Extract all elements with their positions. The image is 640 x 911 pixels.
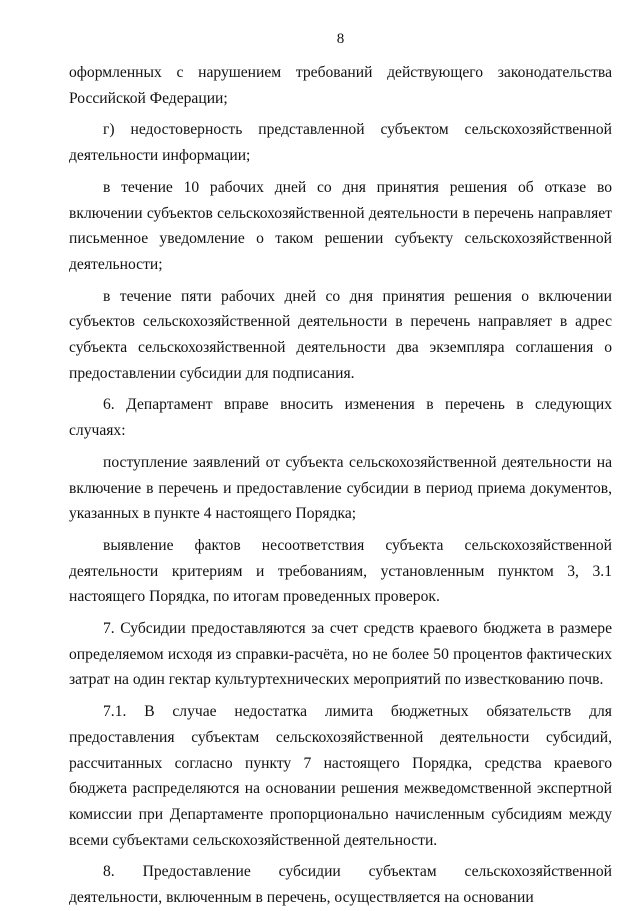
paragraph-section-6: 6. Департамент вправе вносить изменения в перечень в следующих случаях:	[69, 396, 612, 440]
paragraph-inclusion-notice: в течение пяти рабочих дней со дня принятия решения о включении субъектов сельскохозяйственной деятельности в перечень направляет в адрес субъекта сельскохозяйственной деятельности два экземпляра соглашения о предоставлении субсидии для подписания.	[69, 287, 612, 382]
page-number: 8	[336, 31, 345, 47]
paragraph-section-8: 8. Предоставление субсидии субъектам сельскохозяйственной деятельности, включенным в перечень, осуществляется на основании	[69, 863, 612, 907]
paragraph-continuation: оформленных с нарушением требований действующего законодательства Российской Федерации;	[69, 64, 612, 107]
paragraph-section-7-1: 7.1. В случае недостатка лимита бюджетных обязательств для предоставления субъектам сельскохозяйственной деятельности субсидий, рассчитанных согласно пункту 7 настоящего Порядка, средства краевого бюджета распределяются на основании решения межведомственной экспертной комиссии при Департаменте пропорционально начисленным субсидиям между всеми субъектами сельскохозяйственной деятельности.	[69, 703, 612, 849]
paragraph-item-g: г) недостоверность представленной субъектом сельскохозяйственной деятельности информации;	[69, 121, 612, 165]
paragraph-section-7: 7. Субсидии предоставляются за счет средств краевого бюджета в размере определяемом исходя из справки-расчёта, но не более 50 процентов фактических затрат на один гектар культуртехнических мероприятий по известкованию почв.	[69, 620, 612, 689]
paragraph-refusal-notice: в течение 10 рабочих дней со дня принятия решения об отказе во включении субъектов сельскохозяйственной деятельности в перечень направляет письменное уведомление о таком решении субъекту сельскохозяйственной деятельности;	[69, 178, 612, 273]
document-body	[69, 60, 612, 911]
paragraph-nonconformity: выявление фактов несоответствия субъекта сельскохозяйственной деятельности критериям и требованиям, установленным пунктом 3, 3.1 настоящего Порядка, по итогам проведенных проверок.	[69, 536, 612, 606]
paragraph-applications: поступление заявлений от субъекта сельскохозяйственной деятельности на включение в перечень и предоставление субсидии в период приема документов, указанных в пункте 4 настоящего Порядка;	[69, 453, 612, 523]
